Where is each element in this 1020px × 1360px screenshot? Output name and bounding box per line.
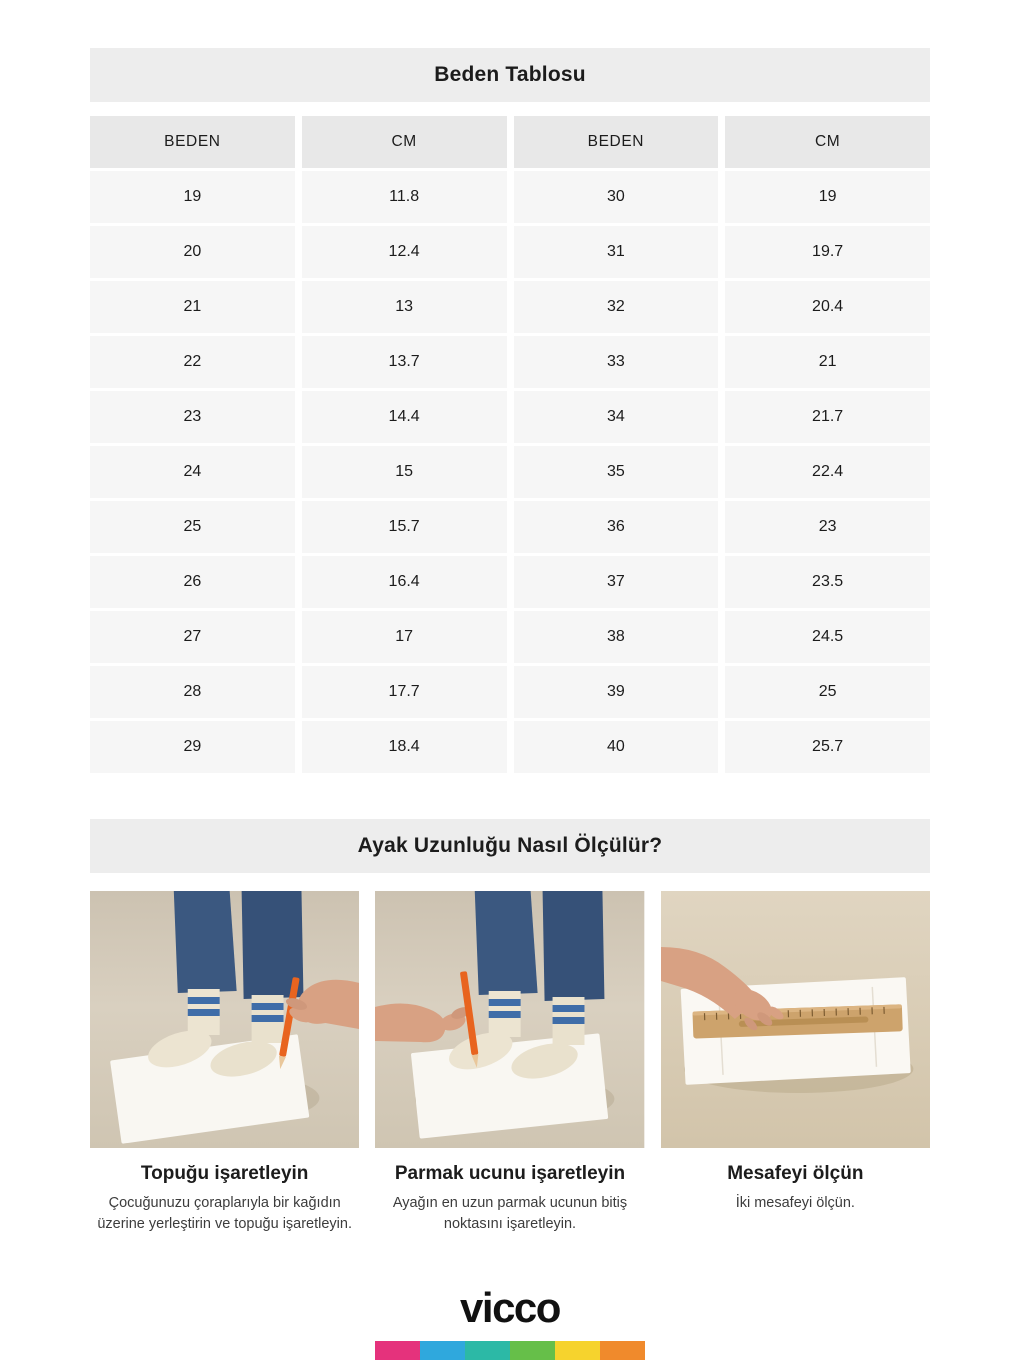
size-table-cell: 25	[725, 666, 930, 718]
size-table-cell: 28	[90, 666, 295, 718]
brand-stripe-segment	[600, 1341, 645, 1360]
size-table-cell: 24	[90, 446, 295, 498]
size-table-row	[90, 556, 930, 608]
size-table-cell: 25	[90, 501, 295, 553]
size-table-cell: 24.5	[725, 611, 930, 663]
size-table-cell: 22	[90, 336, 295, 388]
size-table-cell: 40	[514, 721, 719, 773]
size-table-cell: 36	[514, 501, 719, 553]
size-table-row	[90, 391, 930, 443]
size-table-cell: 37	[514, 556, 719, 608]
size-table-cell: 17.7	[302, 666, 507, 718]
brand-stripe-segment	[510, 1341, 555, 1360]
step-title: Parmak ucunu işaretleyin	[394, 1163, 626, 1184]
photo-measure-distance	[661, 891, 930, 1148]
size-table-body	[90, 171, 930, 773]
size-table-cell: 34	[514, 391, 719, 443]
size-table-cell: 27	[90, 611, 295, 663]
size-table-cell: 17	[302, 611, 507, 663]
size-table-cell: 16.4	[302, 556, 507, 608]
size-table-cell: 23	[725, 501, 930, 553]
size-table-cell: 32	[514, 281, 719, 333]
size-table-row	[90, 666, 930, 718]
size-table-row	[90, 281, 930, 333]
size-table-row	[90, 171, 930, 223]
size-table-cell: 22.4	[725, 446, 930, 498]
size-table-cell: 26	[90, 556, 295, 608]
measure-steps	[90, 891, 930, 1235]
size-table-cell: 14.4	[302, 391, 507, 443]
step-description: İki mesafeyi ölçün.	[735, 1195, 855, 1211]
size-table-row	[90, 611, 930, 663]
size-table-cell: 39	[514, 666, 719, 718]
size-table-header-cell: CM	[725, 116, 930, 168]
size-table-row	[90, 721, 930, 773]
step-title: Mesafeyi ölçün	[727, 1163, 864, 1184]
size-table-title: Beden Tablosu	[434, 63, 586, 86]
size-table-cell: 29	[90, 721, 295, 773]
size-table-cell: 21	[725, 336, 930, 388]
step-description: Ayağın en uzun parmak ucunun bitiş noktasını işaretleyin.	[392, 1195, 628, 1233]
measure-step-distance	[661, 891, 930, 1235]
size-table-row	[90, 336, 930, 388]
brand-footer	[90, 1284, 930, 1360]
size-table-cell: 21.7	[725, 391, 930, 443]
size-table-cell: 20	[90, 226, 295, 278]
size-table-cell: 19.7	[725, 226, 930, 278]
brand-stripe	[375, 1341, 645, 1360]
size-table-cell: 38	[514, 611, 719, 663]
size-table-cell: 23.5	[725, 556, 930, 608]
size-table-cell: 20.4	[725, 281, 930, 333]
brand-stripe-segment	[375, 1341, 420, 1360]
size-table-cell: 12.4	[302, 226, 507, 278]
size-table-header-cell: CM	[302, 116, 507, 168]
brand-logo: vicco	[460, 1284, 560, 1331]
size-table-cell: 19	[725, 171, 930, 223]
photo-mark-toe	[375, 891, 644, 1148]
size-table-cell: 15	[302, 446, 507, 498]
step-description: Çocuğunuzu çoraplarıyla bir kağıdın üzerine yerleştirin ve topuğu işaretleyin.	[97, 1195, 352, 1233]
size-table-cell: 18.4	[302, 721, 507, 773]
size-table-row	[90, 226, 930, 278]
size-table-cell: 33	[514, 336, 719, 388]
size-table-cell: 23	[90, 391, 295, 443]
step-title: Topuğu işaretleyin	[140, 1163, 309, 1184]
brand-stripe-segment	[420, 1341, 465, 1360]
size-table-cell: 19	[90, 171, 295, 223]
brand-stripe-segment	[555, 1341, 600, 1360]
measure-section-header-bar	[90, 819, 930, 873]
photo-mark-heel	[90, 891, 359, 1148]
size-table-row	[90, 501, 930, 553]
size-table-header-bar	[90, 48, 930, 102]
size-table-row	[90, 446, 930, 498]
size-table-cell: 31	[514, 226, 719, 278]
size-table-cell: 21	[90, 281, 295, 333]
size-table-header-cell: BEDEN	[90, 116, 295, 168]
size-table-cell: 35	[514, 446, 719, 498]
measure-step-heel	[90, 891, 359, 1235]
measure-section-title: Ayak Uzunluğu Nasıl Ölçülür?	[357, 834, 663, 857]
size-table-cell: 15.7	[302, 501, 507, 553]
size-table-header-row	[90, 116, 930, 168]
size-table-cell: 30	[514, 171, 719, 223]
brand-stripe-segment	[465, 1341, 510, 1360]
size-table-header-cell: BEDEN	[514, 116, 719, 168]
measure-step-toe	[375, 891, 644, 1235]
size-table	[90, 116, 930, 776]
size-table-cell: 25.7	[725, 721, 930, 773]
size-table-cell: 13.7	[302, 336, 507, 388]
size-table-cell: 11.8	[302, 171, 507, 223]
size-table-cell: 13	[302, 281, 507, 333]
